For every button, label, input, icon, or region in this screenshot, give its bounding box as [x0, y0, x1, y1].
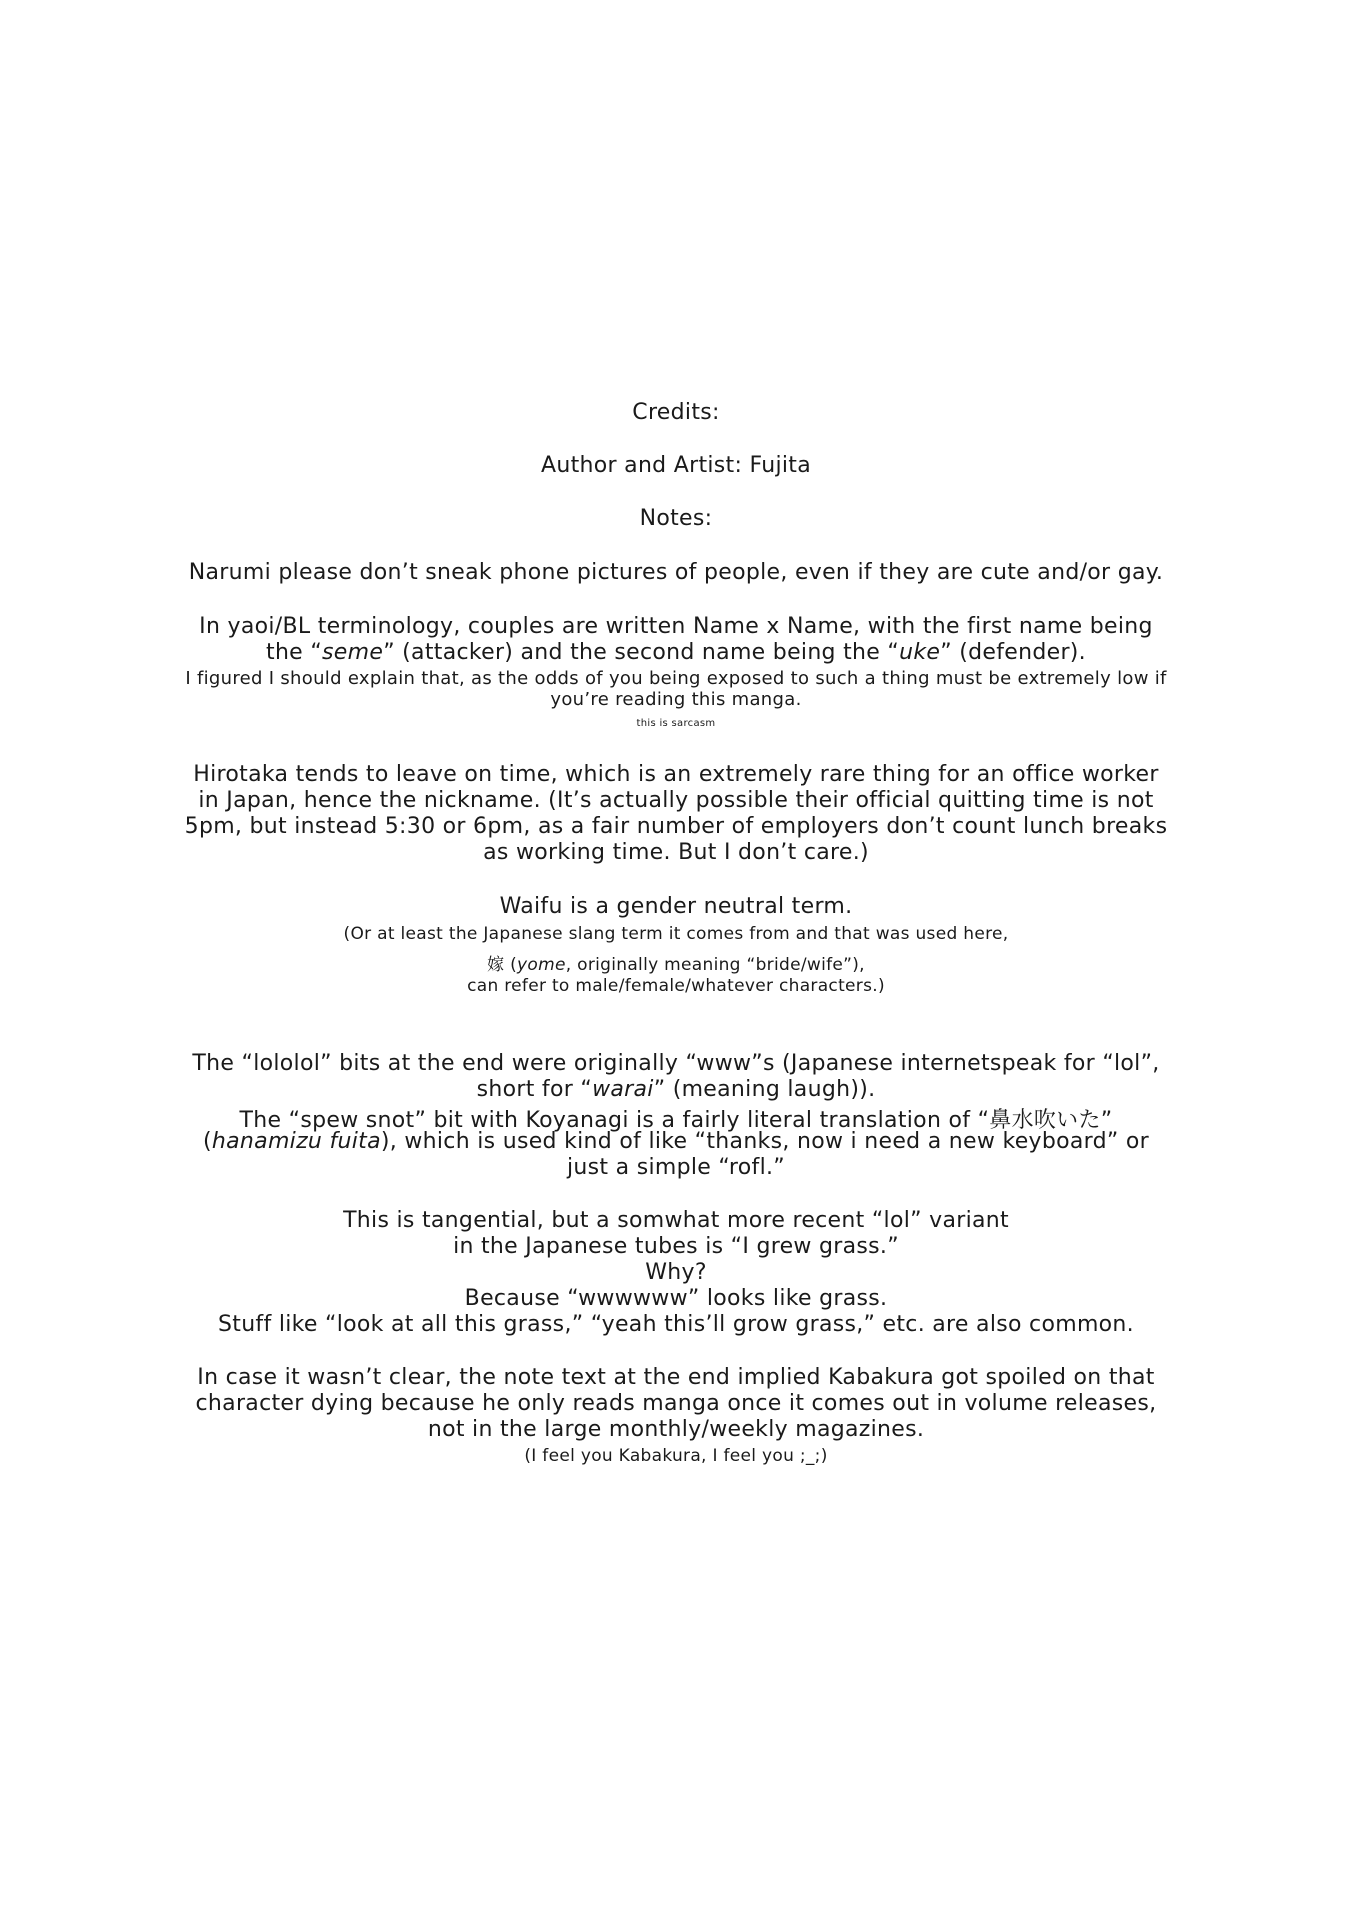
note-grass-line4: Because “wwwwww” looks like grass. — [464, 1286, 888, 1311]
note-yaoi-line3: I figured I should explain that, as the odds of you being exposed to such a thing must be extremely low if — [185, 668, 1167, 689]
note-lololol-line3: The “spew snot” bit with Koyanagi is a fairly literal translation of “鼻水吹いた” — [239, 1108, 1113, 1133]
note-grass-line5: Stuff like “look at all this grass,” “yeah this’ll grow grass,” etc. are also common. — [218, 1312, 1134, 1337]
note-yaoi-line2: the “seme” (attacker) and the second name being the “uke” (defender). — [266, 640, 1086, 665]
note-hirotaka-line1: Hirotaka tends to leave on time, which is an extremely rare thing for an office worker — [193, 762, 1159, 787]
note-waifu-line4: can refer to male/female/whatever characters.) — [467, 976, 885, 996]
note-lololol-line5: just a simple “rofl.” — [567, 1155, 785, 1180]
note-kabakura-line3: not in the large monthly/weekly magazines. — [427, 1417, 925, 1442]
notes-heading: Notes: — [639, 506, 713, 531]
note-kabakura-line2: character dying because he only reads manga once it comes out in volume releases, — [195, 1391, 1157, 1416]
note-yaoi-aside: this is sarcasm — [636, 718, 716, 729]
credits-heading: Credits: — [632, 400, 720, 425]
note-narumi: Narumi please don’t sneak phone pictures of people, even if they are cute and/or gay. — [188, 560, 1164, 585]
note-lololol-line2: short for “warai” (meaning laugh)). — [476, 1077, 876, 1102]
note-hirotaka-line4: as working time. But I don’t care.) — [483, 840, 869, 865]
note-grass-line3: Why? — [645, 1260, 707, 1285]
note-grass-line1: This is tangential, but a somwhat more recent “lol” variant — [343, 1208, 1009, 1233]
note-waifu-line2: (Or at least the Japanese slang term it comes from and that was used here, — [343, 924, 1009, 944]
note-hirotaka-line2: in Japan, hence the nickname. (It’s actually possible their official quitting time is not — [198, 788, 1154, 813]
note-yaoi-line4: you’re reading this manga. — [550, 689, 802, 710]
note-lololol-line1: The “lololol” bits at the end were originally “www”s (Japanese internetspeak for “lol”, — [192, 1051, 1160, 1076]
note-waifu-line3: 嫁 (yome, originally meaning “bride/wife”), — [487, 955, 865, 975]
note-waifu-line1: Waifu is a gender neutral term. — [499, 894, 853, 919]
note-lololol-line4: (hanamizu fuita), which is used kind of like “thanks, now i need a new keyboard” or — [203, 1129, 1149, 1154]
note-hirotaka-line3: 5pm, but instead 5:30 or 6pm, as a fair number of employers don’t count lunch breaks — [184, 814, 1168, 839]
note-kabakura-line1: In case it wasn’t clear, the note text at the end implied Kabakura got spoiled on that — [197, 1365, 1155, 1390]
author-line: Author and Artist: Fujita — [541, 453, 811, 478]
note-kabakura-line4: (I feel you Kabakura, I feel you ;_;) — [524, 1446, 828, 1466]
note-grass-line2: in the Japanese tubes is “I grew grass.” — [453, 1234, 899, 1259]
note-yaoi-line1: In yaoi/BL terminology, couples are written Name x Name, with the first name being — [199, 614, 1153, 639]
